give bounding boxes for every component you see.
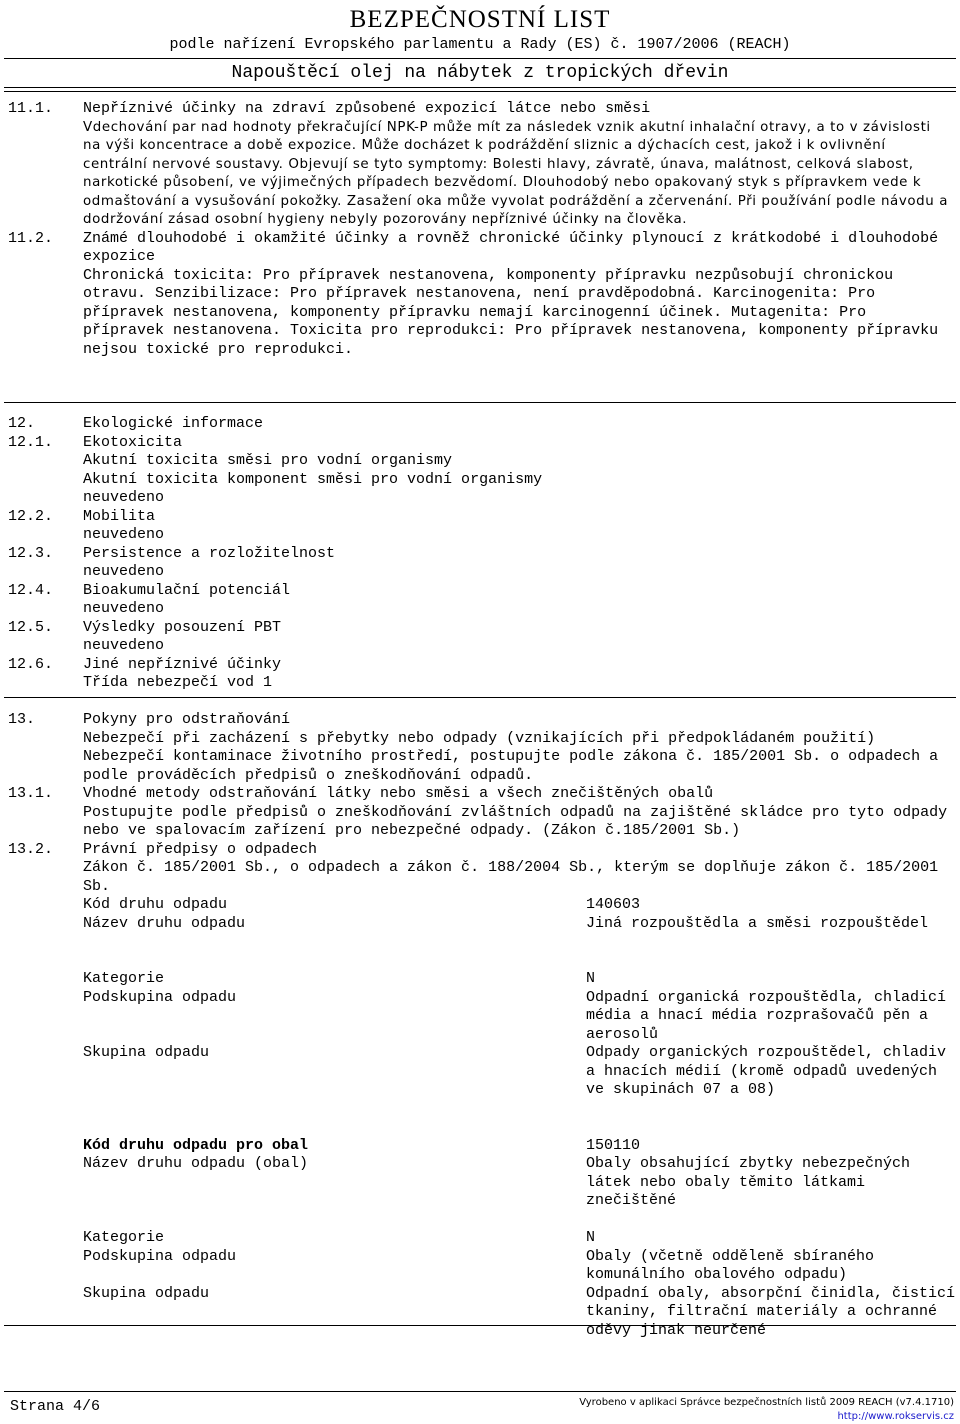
pack-category-row [0,1229,960,1248]
field-label: Podskupina odpadu [83,1247,237,1265]
document-title: BEZPEČNOSTNÍ LIST [349,6,611,33]
section-heading: Vhodné metody odstraňování látky nebo směsi a všech znečištěných obalů [83,785,714,802]
section-paragraph: Chronická toxicita: Pro přípravek nestanovena, komponenty přípravku nezpůsobují chronickou otravu. Senzibilizace: Pro přípravek nestanovena, není pravděpodobná. Karcinogenita: Pro přípravek nestanovena, komponenty přípravku nemají karcinogenní účinek. Mutagenita: Pro přípravek nestanovena. Toxicita pro reprodukci: Pro přípravek nestanovena, komponenty přípravku nejsou toxické pro reprodukci. [83,266,939,358]
section-heading: Persistence a rozložitelnost [83,544,336,562]
section-heading: Výsledky posouzení PBT [83,618,282,636]
value-text: neuvedeno [83,526,165,543]
footer-credit [579,1396,954,1424]
section-heading: Ekotoxicita [83,433,183,451]
section-11 [0,100,960,359]
section-12 [0,415,960,693]
section-heading: Právní předpisy o odpadech [83,840,318,858]
value-text: neuvedeno [83,563,165,580]
section-heading: Jiné nepříznivé účinky [83,655,282,673]
vendor-link[interactable]: http://www.rokservis.cz [837,1411,954,1422]
section-number: 13. [8,711,36,728]
pack-group-row [0,1285,960,1341]
field-value: Obaly (včetně odděleně sbíraného komunálního obalového odpadu) [586,1247,875,1283]
field-label: Kód druhu odpadu pro obal [83,1136,309,1154]
field-label: Skupina odpadu [83,1044,210,1061]
section-divider [4,402,956,403]
section-paragraph: Nebezpečí kontaminace životního prostředí, postupujte podle zákona č. 185/2001 Sb. o odpadech a podle prováděcích předpisů o zneškodňování odpadů. [83,748,939,784]
ecotox-line: Akutní toxicita komponent směsi pro vodní organismy [83,470,543,488]
page-number: Strana 4/6 [10,1398,101,1415]
value-text: Třída nebezpečí vod 1 [83,674,273,691]
pack-subgroup-row [0,1248,960,1285]
section-divider [4,697,956,698]
field-label: Skupina odpadu [83,1284,210,1302]
section-heading: Mobilita [83,507,156,525]
section-number: 12.5. [8,618,54,636]
footer-divider [4,1391,956,1392]
section-heading: Ekologické informace [83,415,264,432]
field-label: Název druhu odpadu [83,914,246,932]
waste-name-row [0,915,960,971]
document-header [0,6,960,54]
section-heading: Nepříznivé účinky na zdraví způsobené expozicí látce nebo směsi [83,100,651,117]
section-11-1 [0,100,960,230]
field-label: Název druhu odpadu (obal) [83,1155,309,1172]
field-value: Obaly obsahující zbytky nebezpečných látek nebo obaly těmito látkami znečištěné [586,1155,911,1209]
field-label: Podskupina odpadu [83,988,237,1006]
value-text: neuvedeno [83,600,165,617]
section-number: 12.3. [8,544,54,562]
section-number: 11.1. [8,100,54,117]
field-label: Kategorie [83,970,165,987]
section-number: 13.1. [8,785,54,802]
section-divider [4,1325,956,1326]
section-heading: Známé dlouhodobé i okamžité účinky a rovněž chronické účinky plynoucí z krátkodobé i dlouhodobé expozice [83,229,939,265]
product-name: Napouštěcí olej na nábytek z tropických dřevin [231,63,729,83]
header-divider [4,58,956,59]
section-paragraph: Postupujte podle předpisů o zneškodňování zvláštních odpadů na zajištěné skládce pro tyto odpady nebo ve spalovacím zařízení pro nebezpečné odpady. (Zákon č.185/2001 Sb.) [83,803,948,839]
field-value: 150110 [586,1136,641,1154]
field-value: Odpadní obaly, absorpční činidla, čisticí tkaniny, filtrační materiály a ochranné oděvy jinak neurčené [586,1284,956,1339]
field-value: Jiná rozpouštědla a směsi rozpouštědel [586,914,929,932]
section-number: 13.2. [8,840,54,858]
section-13 [0,711,960,1340]
pack-name-row [0,1155,960,1229]
value-text: neuvedeno [83,489,165,506]
waste-group-row [0,1044,960,1137]
waste-category-row [0,970,960,989]
section-number: 11.2. [8,229,54,247]
field-label: Kategorie [83,1229,165,1246]
generator-text: Vyrobeno v aplikaci Správce bezpečnostních listů 2009 REACH (v7.4.1710) [579,1397,954,1408]
section-heading: Bioakumulační potenciál [83,581,291,599]
section-paragraph: Vdechování par nad hodnoty překračující NPK-P může mít za následek vznik akutní inhalační otravy, a to v závislosti na výši koncentrace a době expozice. Může docházet k podráždění sliznic a dýchacích cest, jakož i k ovlivnění centrální nervové soustavy. Objevují se tyto symptomy: Bolesti hlavy, závratě, únava, malátnost, celková slabost, narkotické působení, ve výjimečných případech bezvědomí. Dlouhodobý nebo opakovaný styk s přípravkem vede k odmaštování a vysušování pokožky. Zasažení oka může vyvolat podráždění a zčervenání. Při používání podle návodu a dodržování zásad osobní hygieny nebyly pozorovány nepříznivé účinky na člověka. [83,119,949,227]
section-number: 12.1. [8,433,54,451]
pack-code-row [0,1137,960,1156]
header-double-divider [4,87,956,92]
field-value: 140603 [586,896,641,913]
field-value: Odpadní organická rozpouštědla, chladicí média a hnací média rozprašovačů pěn a aerosolů [586,988,947,1043]
waste-code-row [0,896,960,915]
ecotox-line: Akutní toxicita směsi pro vodní organismy [83,452,453,469]
section-number: 12.4. [8,581,54,599]
waste-subgroup-row [0,989,960,1045]
regulation-subtitle: podle nařízení Evropského parlamentu a Rady (ES) č. 1907/2006 (REACH) [169,36,791,53]
value-text: neuvedeno [83,637,165,654]
field-value: N [586,1229,596,1246]
section-number: 12.6. [8,655,54,673]
section-number: 12. [8,415,36,432]
field-value: Odpady organických rozpouštědel, chladiv a hnacích médií (kromě odpadů uvedených ve skupinách 07 a 08) [586,1044,947,1098]
subsection-heading: Nebezpečí při zacházení s přebytky nebo odpady (vznikajících při předpokládaném použití) [83,729,876,747]
section-paragraph: Zákon č. 185/2001 Sb., o odpadech a zákon č. 188/2004 Sb., kterým se doplňuje zákon č. 185/2001 Sb. [83,859,939,895]
section-number: 12.2. [8,507,54,525]
field-value: N [586,970,596,987]
field-label: Kód druhu odpadu [83,896,228,913]
section-11-2 [0,230,960,360]
section-heading: Pokyny pro odstraňování [83,711,291,728]
